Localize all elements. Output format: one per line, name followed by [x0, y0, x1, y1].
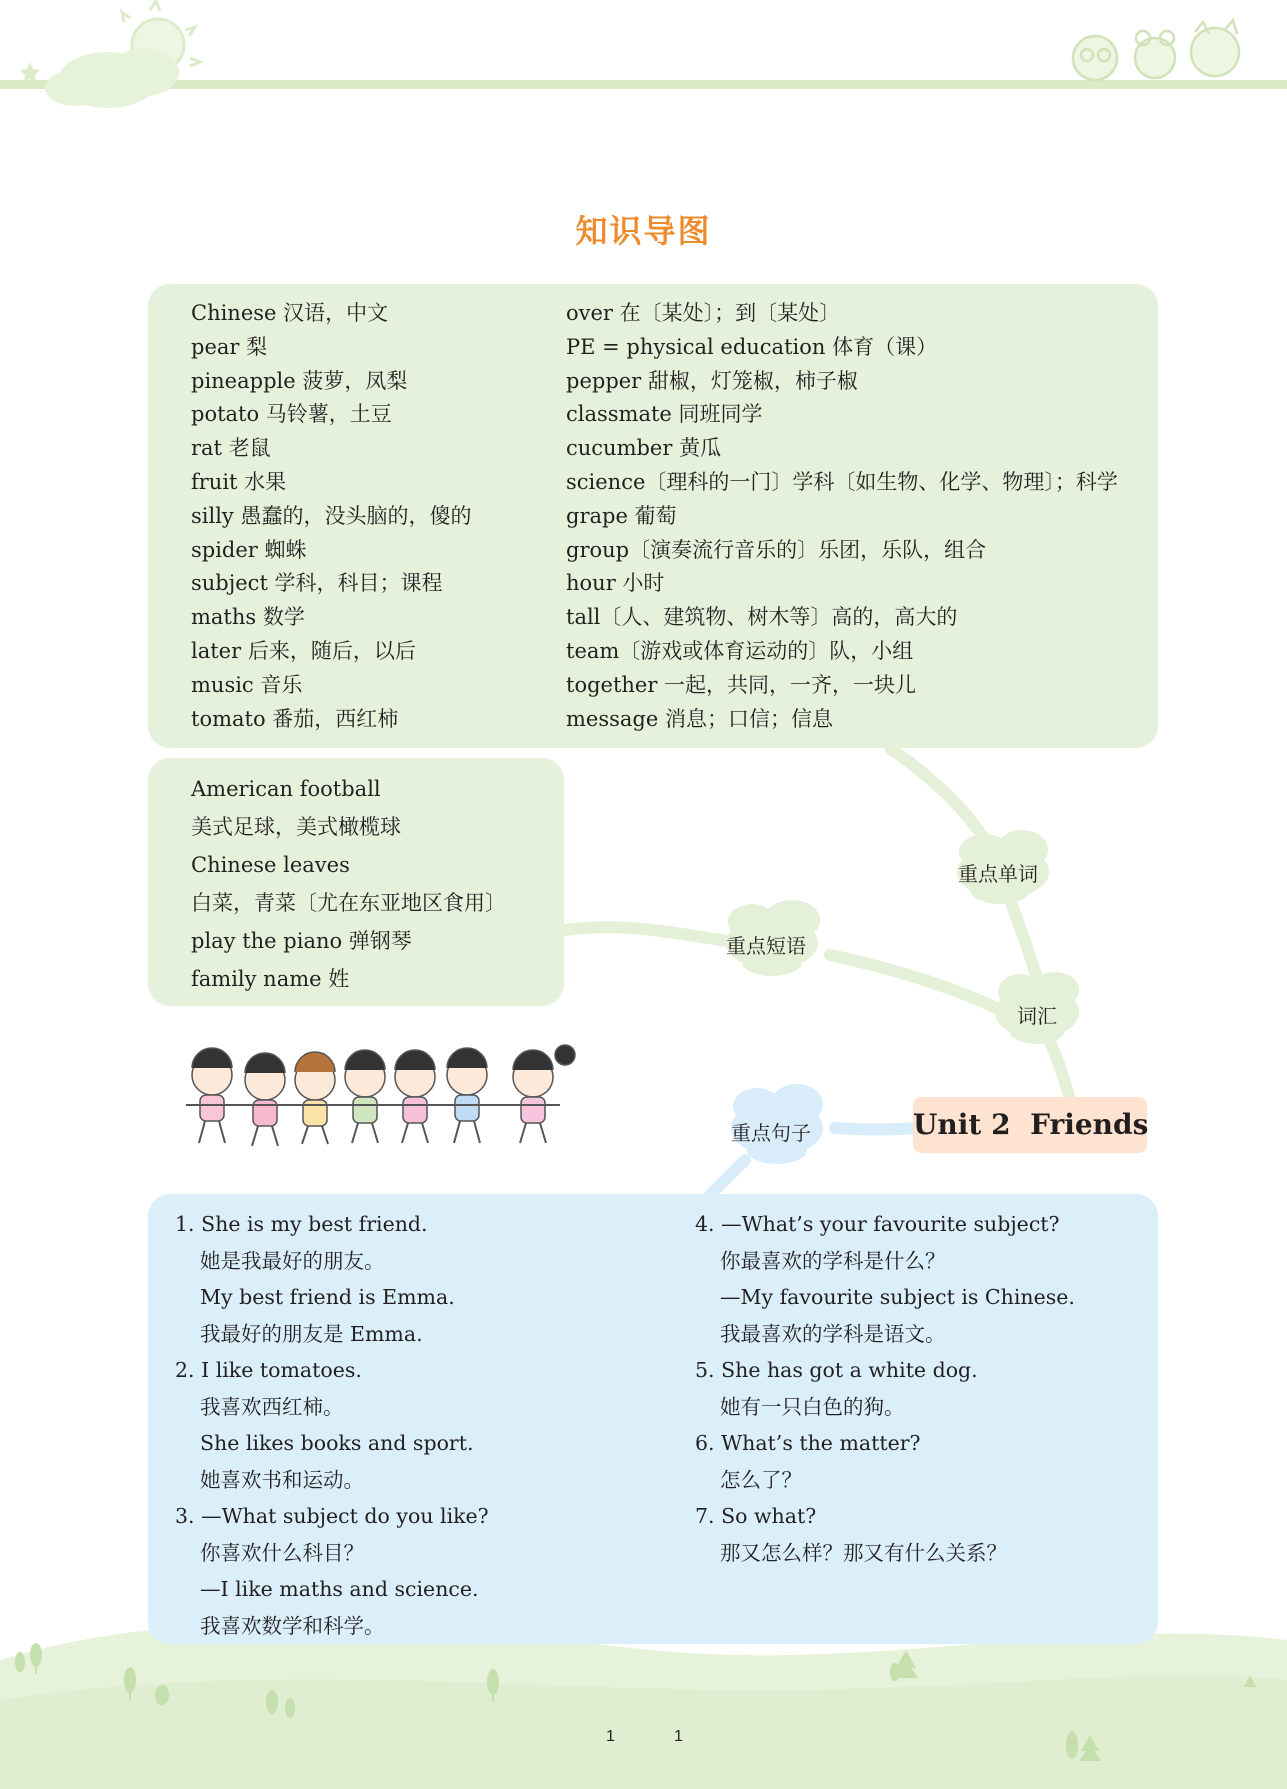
vocab-item: maths 数学 — [191, 605, 305, 630]
vocab-item: science〔理科的一门〕学科〔如生物、化学、物理〕；科学 — [566, 469, 1118, 494]
vocab-item: group〔演奏流行音乐的〕乐团，乐队，组合 — [566, 537, 987, 562]
vocab-left-column — [191, 297, 471, 736]
sentence-translation: 我最好的朋友是 Emma. — [200, 1321, 423, 1346]
sentence-translation: 我喜欢数学和科学。 — [200, 1613, 385, 1638]
phrase-list — [191, 770, 506, 998]
vocab-item: together 一起，共同，一齐，一块儿 — [566, 672, 917, 697]
sentence-item: 5. She has got a white dog. — [695, 1358, 978, 1382]
sentence-translation: 我最喜欢的学科是语文。 — [720, 1321, 946, 1346]
vocab-item: cucumber 黄瓜 — [566, 436, 722, 461]
vocab-item: music 音乐 — [191, 672, 303, 697]
vocab-item: spider 蜘蛛 — [191, 537, 307, 562]
sentence-item: 4. —What’s your favourite subject? — [695, 1212, 1060, 1236]
vocab-item: tomato 番茄，西红柿 — [191, 706, 399, 731]
children-illustration — [186, 1045, 575, 1146]
vocab-item: fruit 水果 — [191, 469, 287, 494]
vocab-item: pineapple 菠萝，凤梨 — [191, 368, 408, 393]
sentences-right-column — [695, 1206, 1075, 1571]
sentence-translation: 你最喜欢的学科是什么？ — [720, 1248, 946, 1273]
phrase-item: family name 姓 — [191, 967, 350, 991]
vocab-item: grape 葡萄 — [566, 503, 677, 528]
key-words-label: 重点单词 — [958, 862, 1038, 886]
vocab-item: rat 老鼠 — [191, 436, 271, 461]
page-number: 1 — [606, 1728, 615, 1745]
vocabulary-label: 词汇 — [1017, 1004, 1057, 1028]
vocab-item: tall〔人、建筑物、树木等〕高的，高大的 — [566, 605, 958, 630]
sentence-translation: 怎么了？ — [720, 1467, 802, 1492]
key-sentences-label: 重点句子 — [731, 1121, 811, 1145]
vocab-item: pepper 甜椒，灯笼椒，柿子椒 — [566, 368, 858, 393]
vocab-item: team〔游戏或体育运动的〕队，小组 — [566, 638, 914, 663]
sentence-translation: 她是我最好的朋友。 — [200, 1248, 385, 1273]
phrase-item: 白菜，青菜〔尤在东亚地区食用〕 — [191, 891, 506, 915]
vocab-item: hour 小时 — [566, 571, 665, 596]
vocab-item: message 消息；口信；信息 — [566, 706, 833, 731]
phrase-item: American football — [191, 777, 381, 801]
key-phrases-label: 重点短语 — [726, 934, 806, 958]
sentence-item: 1. She is my best friend. — [175, 1212, 428, 1236]
sentence-item: She likes books and sport. — [200, 1431, 474, 1455]
sentences-left-column — [175, 1206, 489, 1644]
sentence-item: My best friend is Emma. — [200, 1285, 455, 1309]
vocab-item: Chinese 汉语，中文 — [191, 301, 389, 325]
sentence-item: 7. So what? — [695, 1504, 817, 1528]
phrase-item: 美式足球，美式橄榄球 — [191, 815, 401, 839]
phrase-item: Chinese leaves — [191, 853, 350, 877]
sentence-item: 2. I like tomatoes. — [175, 1358, 362, 1382]
sentence-translation: 我喜欢西红柿。 — [200, 1394, 344, 1419]
vocab-item: classmate 同班同学 — [566, 402, 763, 427]
sentence-item: —My favourite subject is Chinese. — [720, 1285, 1075, 1309]
sentence-item: 3. —What subject do you like? — [175, 1504, 489, 1528]
cloud-icon — [45, 48, 179, 108]
vocab-item: subject 学科，科目；课程 — [191, 571, 443, 596]
animal-faces-icon — [1073, 20, 1239, 80]
vocab-item: over 在〔某处〕；到〔某处〕 — [566, 301, 841, 325]
vocab-right-column — [566, 297, 1118, 736]
sentence-translation: 她有一只白色的狗。 — [720, 1394, 905, 1419]
sentence-translation: 那又怎么样？那又有什么关系？ — [720, 1540, 1007, 1565]
vocab-item: pear 梨 — [191, 334, 268, 359]
phrase-item: play the piano 弹钢琴 — [191, 929, 412, 953]
vocab-item: later 后来，随后，以后 — [191, 638, 416, 663]
sentence-translation: 她喜欢书和运动。 — [200, 1467, 364, 1492]
vocab-item: PE = physical education 体育（课） — [566, 334, 938, 359]
unit-title-box: Unit 2 Friends — [913, 1097, 1147, 1153]
sentence-item: 6. What’s the matter? — [695, 1431, 921, 1455]
landscape-decoration — [0, 1623, 1287, 1789]
page-title: 知识导图 — [575, 212, 712, 250]
sentence-translation: 你喜欢什么科目？ — [200, 1540, 364, 1565]
page-number: 1 — [674, 1728, 683, 1745]
sentence-item: —I like maths and science. — [200, 1577, 479, 1601]
vocab-item: silly 愚蠢的，没头脑的，傻的 — [191, 503, 472, 528]
vocab-item: potato 马铃薯，土豆 — [191, 402, 392, 427]
